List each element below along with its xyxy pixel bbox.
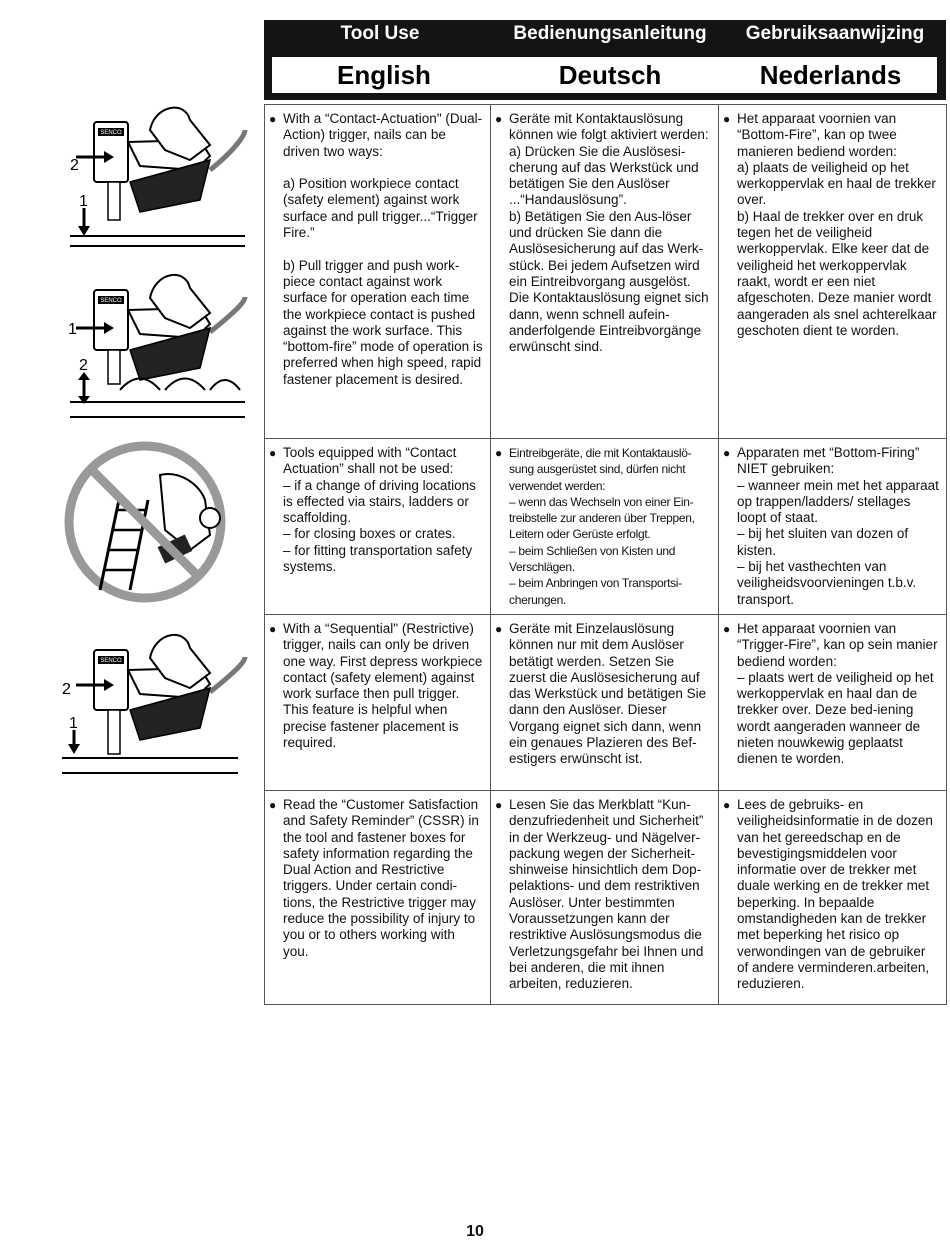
cell-de: ● Lesen Sie das Merkblatt “Kun-denzufriedenheit und Sicherheit” in der Werkzeug- und Nägelver-packung wegen der Sicherheit-shinweise hinsichtlich dem Dop-pelaktions- und dem restriktiven Auslöser. Unter bestimmten Voraussetzungen kann der restriktive Auslösungsmodus die Verletzungsgefahr bei Ihnen und bei anderen, die mit ihnen arbeiten, reduzieren.	[491, 791, 719, 1005]
prohibited-ladder-illustration	[60, 440, 240, 610]
table-row	[265, 439, 947, 615]
air-hose	[210, 657, 245, 692]
cell-en: ● With a “Contact-Actuation" (Dual-Action) trigger, nails can be driven two ways: a) Position workpiece contact (safety element) against work surface and pull trigger...“Trigger Fire.” b) Pull trigger and push work-piece contact against work surface for operation each time the workpiece contact is pushed against the work surface. This “bottom-fire” mode of operation is preferred when high speed, rapid fastener placement is desired.	[265, 105, 491, 439]
step-label-2: 2	[70, 157, 79, 174]
cell-de: ● Geräte mit Kontaktauslösung können wie folgt aktiviert werden: a) Drücken Sie die Auslösesi-cherung auf das Werkstück und betätigen Sie den Auslöser ...“Handauslösung”. b) Betätigen Sie den Aus-löser und drücken Sie dann die Auslösesicherung auf das Werk-stück. Bei jedem Aufsetzen wird ein Eintreibvorgang ausgelöst. Die Kontaktauslösung eignet sich dann, wenn schnell aufein-anderfolgende Eintreibvorgänge erwünscht sind.	[491, 105, 719, 439]
cell-de: ● Geräte mit Einzelauslösung können nur mit dem Auslöser betätigt werden. Setzen Sie zuerst die Auslösesicherung auf das Werkstück und betätigen Sie dann den Auslöser. Dieser Vorgang eignet sich dann, wenn ein genaues Plazieren des Bef-estigers erwünscht ist.	[491, 615, 719, 791]
step-label-1: 1	[68, 321, 77, 338]
cell-nl: ● Apparaten met “Bottom-Firing” NIET gebruiken: – wanneer mein met het apparaat op trappen/ladders/ stellages loopt of staat. – bij het sluiten van dozen of kisten. – bij het vasthechten van veiligheidsvoorvieningen t.b.v. transport.	[719, 439, 947, 615]
step-label-1: 1	[69, 715, 78, 732]
cell-nl: ● Het apparaat voornien van “Trigger-Fire”, kan op sein manier bediend worden: – plaats wert de veiligheid op het werkoppervlak en haal dan de trekker over. Deze bed-iening wordt aangeraden wanneer de nieten nouwkewig geplaatst dienen te worden.	[719, 615, 947, 791]
page-number: 10	[466, 1223, 484, 1240]
air-hose	[210, 130, 245, 170]
air-hose	[210, 297, 245, 332]
step-label-1: 1	[79, 193, 88, 210]
brand-label: SENCO	[100, 130, 122, 136]
table-row	[265, 791, 947, 1005]
header-title-nl: Gebruiksaanwijzing	[745, 23, 925, 44]
header-bar	[264, 20, 946, 100]
cell-de: ● Eintreibgeräte, die mit Kontaktauslö-sung ausgerüstet sind, dürfen nicht verwendet werden: – wenn das Wechseln von einer Ein-treibstelle zur anderen über Treppen, Leitern oder Gerüste erfolgt. – beim Schließen von Kisten und Verschlägen. – beim Anbringen von Transportsi-cherungen.	[491, 439, 719, 615]
brand-label: SENCO	[100, 298, 122, 304]
cell-nl: ● Lees de gebruiks- en veiligheidsinformatie in de dozen van het gereedschap en de bevestigingsmiddelen voor informatie over de trekker met duale werking en de trekker met beperking. In bepaalde omstandigheden kan de trekker met beperking het risico op verwondingen van de gebruiker of andere verminderen.arbeiten, reduzieren.	[719, 791, 947, 1005]
header-title-en: Tool Use	[340, 23, 420, 44]
step-label-2: 2	[79, 357, 88, 374]
language-deutsch: Deutsch	[558, 60, 662, 90]
arrow-1-head	[68, 744, 80, 754]
nailer-illustration-trigger-fire	[60, 100, 260, 250]
brand-label: SENCO	[100, 658, 122, 664]
step-label-2: 2	[62, 681, 71, 698]
nose-piece	[108, 182, 120, 220]
cell-nl: ● Het apparaat voornien van “Bottom-Fire”, kan op twee manieren bediend worden: a) plaats de veiligheid op het werkoppervlak en haal de trekker over. b) Haal de trekker over en druk tegen het de veiligheid werkoppervlak. Elke keer dat de veiligheid het werkoppervlak raakt, wordt er een niet afgeschoten. Deze manier wordt aangeraden als snel achterelkaar geschoten dient te worden.	[719, 105, 947, 439]
cell-en: ● Read the “Customer Satisfaction and Safety Reminder” (CSSR) in the tool and fastener boxes for safety information regarding the Dual Action and Restrictive triggers. Under certain condi-tions, the Restrictive trigger may reduce the possibility of injury to you or to others working with you.	[265, 791, 491, 1005]
header-title-de: Bedienungsanleitung	[513, 23, 707, 44]
cell-en: ● Tools equipped with “Contact Actuation” shall not be used: – if a change of driving locations is effected via stairs, ladders or scaffolding. – for closing boxes or crates. – for fitting transportation safety systems.	[265, 439, 491, 615]
nose-piece	[108, 350, 120, 384]
cell-en: ● With a “Sequential" (Restrictive) trigger, nails can only be driven one way. First depress workpiece contact (safety element) against work surface then pull trigger. This feature is helpful when precise fastener placement is required.	[265, 615, 491, 791]
language-english: English	[337, 60, 431, 90]
nailer-illustration-bottom-fire	[60, 262, 260, 422]
table-row	[265, 105, 947, 439]
worker-head	[200, 508, 220, 528]
table-row	[265, 615, 947, 791]
instruction-table	[264, 104, 947, 1005]
bounce-arcs	[120, 379, 240, 391]
arrow-1-head	[78, 226, 90, 236]
language-strip	[272, 57, 937, 93]
language-nederlands: Nederlands	[759, 60, 902, 90]
nailer-illustration-sequential	[60, 622, 260, 782]
nose-piece	[108, 710, 120, 754]
